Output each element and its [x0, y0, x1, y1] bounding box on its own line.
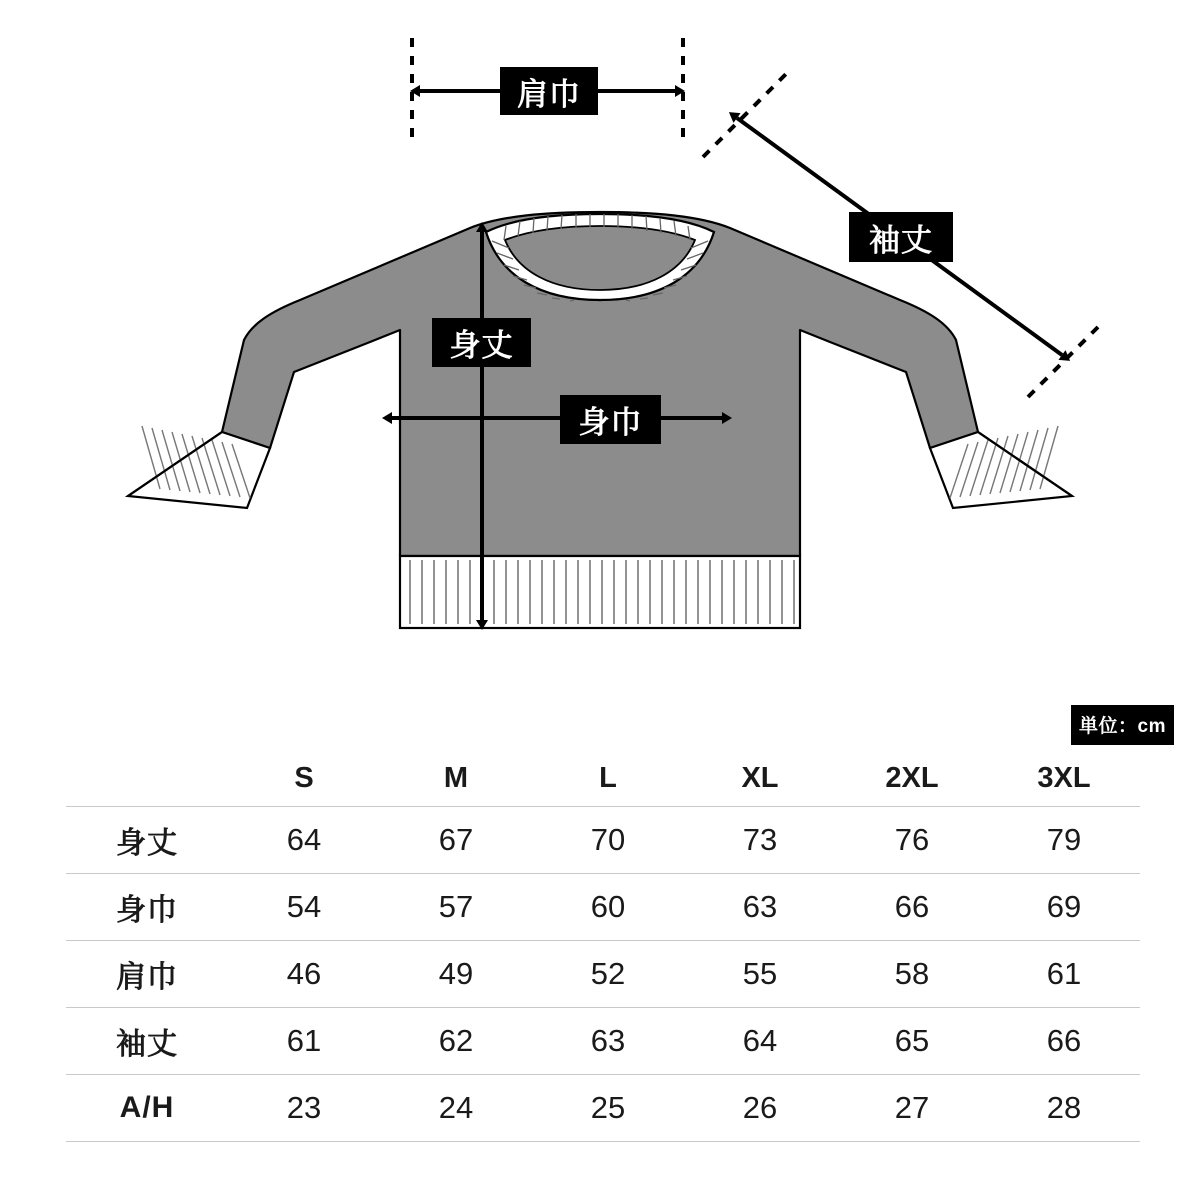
cell-body-length-3xl: 79 [988, 806, 1140, 873]
table-row [66, 1007, 1140, 1074]
size-table-head [66, 752, 1140, 806]
cell-body-length-m: 67 [380, 806, 532, 873]
cell-body-width-3xl: 69 [988, 873, 1140, 940]
cell-body-width-s: 54 [228, 873, 380, 940]
table-header-row [66, 752, 1140, 806]
cell-body-width-xl: 63 [684, 873, 836, 940]
table-row [66, 873, 1140, 940]
table-row [66, 940, 1140, 1007]
cell-body-width-l: 60 [532, 873, 684, 940]
header-size-2xl: 2XL [836, 752, 988, 806]
cell-sleeve-length-3xl: 66 [988, 1007, 1140, 1074]
cell-body-length-s: 64 [228, 806, 380, 873]
table-row [66, 806, 1140, 873]
label-body-width: 身巾 [560, 395, 661, 444]
cell-shoulder-width-2xl: 58 [836, 940, 988, 1007]
cell-sleeve-length-m: 62 [380, 1007, 532, 1074]
cell-sleeve-length-s: 61 [228, 1007, 380, 1074]
size-table-body [66, 806, 1140, 1141]
cell-shoulder-width-xl: 55 [684, 940, 836, 1007]
cell-sleeve-length-2xl: 65 [836, 1007, 988, 1074]
cell-shoulder-width-l: 52 [532, 940, 684, 1007]
cell-armhole-s: 23 [228, 1074, 380, 1141]
label-sleeve-length: 袖丈 [849, 212, 953, 262]
cell-armhole-3xl: 28 [988, 1074, 1140, 1141]
table-row [66, 1074, 1140, 1141]
cell-body-width-2xl: 66 [836, 873, 988, 940]
cell-shoulder-width-s: 46 [228, 940, 380, 1007]
cell-body-length-xl: 73 [684, 806, 836, 873]
cell-armhole-l: 25 [532, 1074, 684, 1141]
cell-sleeve-length-l: 63 [532, 1007, 684, 1074]
row-label-armhole: A/H [66, 1074, 228, 1141]
header-size-s: S [228, 752, 380, 806]
cell-armhole-m: 24 [380, 1074, 532, 1141]
cell-body-length-2xl: 76 [836, 806, 988, 873]
cell-shoulder-width-m: 49 [380, 940, 532, 1007]
row-label-body-width: 身巾 [66, 873, 228, 940]
cell-body-length-l: 70 [532, 806, 684, 873]
row-label-body-length: 身丈 [66, 806, 228, 873]
header-corner [66, 752, 228, 806]
label-shoulder-width: 肩巾 [500, 67, 598, 115]
cell-body-width-m: 57 [380, 873, 532, 940]
size-table [66, 752, 1140, 1142]
header-size-l: L [532, 752, 684, 806]
cell-shoulder-width-3xl: 61 [988, 940, 1140, 1007]
unit-badge: 単位：cm [1071, 705, 1174, 745]
cell-armhole-2xl: 27 [836, 1074, 988, 1141]
header-size-m: M [380, 752, 532, 806]
header-size-xl: XL [684, 752, 836, 806]
label-body-length: 身丈 [432, 318, 531, 367]
cell-armhole-xl: 26 [684, 1074, 836, 1141]
row-label-sleeve-length: 袖丈 [66, 1007, 228, 1074]
row-label-shoulder-width: 肩巾 [66, 940, 228, 1007]
header-size-3xl: 3XL [988, 752, 1140, 806]
cell-sleeve-length-xl: 64 [684, 1007, 836, 1074]
